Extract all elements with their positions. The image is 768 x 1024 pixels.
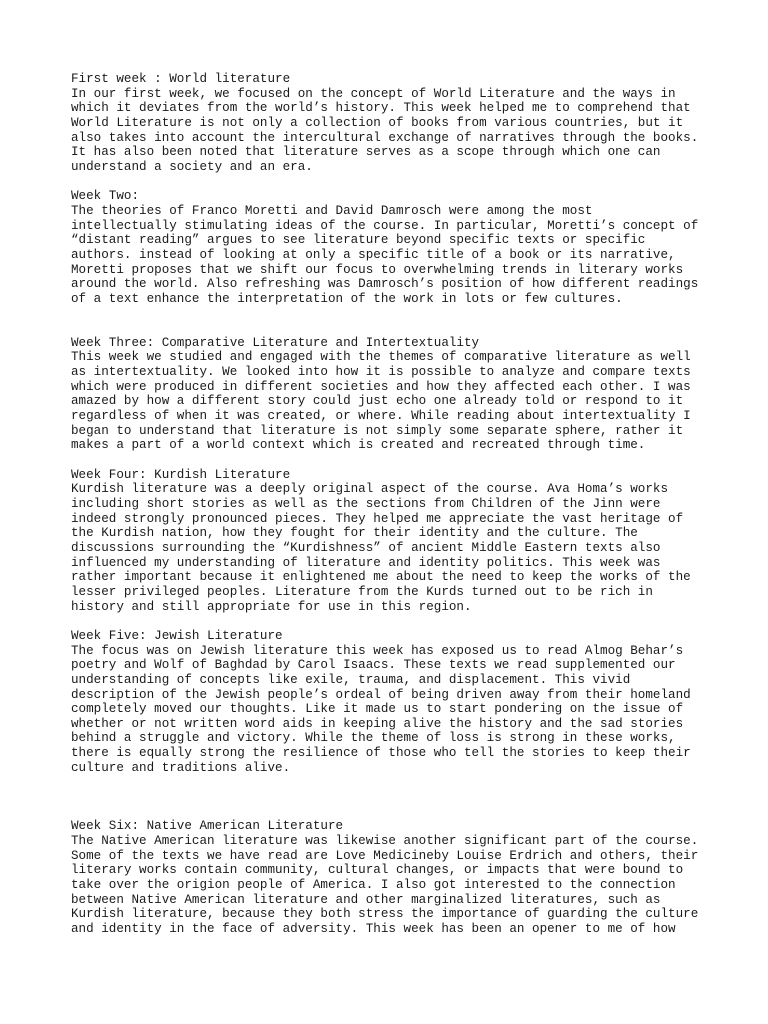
paragraph-line: history and still appropriate for use in this region. — [71, 599, 472, 614]
paragraph-line: began to understand that literature is not simply some separate sphere, rather it — [71, 423, 684, 438]
paragraph-line: literary works contain community, cultural changes, or impacts that were bound to — [71, 863, 684, 878]
section-week-four — [71, 468, 711, 615]
paragraph-line: and identity in the face of adversity. This week has been an opener to me of how — [71, 921, 676, 936]
paragraph-line: influenced my understanding of literature and identity politics. This week was — [71, 555, 661, 570]
section-week-six — [71, 819, 711, 936]
paragraph-line: behind a struggle and victory. While the theme of loss is strong in these works, — [71, 731, 676, 746]
paragraph-spacer — [71, 306, 711, 335]
paragraph-line: around the world. Also refreshing was Damrosch’s position of how different readings — [71, 277, 699, 292]
paragraph-line: The focus was on Jewish literature this week has exposed us to read Almog Behar’s — [71, 643, 684, 658]
paragraph-line: understand a society and an era. — [71, 159, 313, 174]
paragraph-line: the Kurdish nation, how they fought for their identity and the culture. The — [71, 526, 638, 541]
paragraph-line: understanding of concepts like exile, trauma, and displacement. This vivid — [71, 672, 631, 687]
paragraph-line: culture and traditions alive. — [71, 760, 291, 775]
paragraph-spacer — [71, 775, 711, 819]
section-week-five — [71, 629, 711, 776]
section-heading: Week Six: Native American Literature — [71, 819, 344, 834]
paragraph-line: Moretti proposes that we shift our focus to overwhelming trends in literary works — [71, 262, 684, 277]
paragraph-line: Some of the texts we have read are Love Medicineby Louise Erdrich and others, their — [71, 848, 699, 863]
paragraph-line: rather important because it enlightened me about the need to keep the works of the — [71, 570, 691, 585]
paragraph-spacer — [71, 175, 711, 190]
paragraph-line: regardless of when it was created, or where. While reading about intertextuality I — [71, 409, 691, 424]
paragraph-line: This week we studied and engaged with the themes of comparative literature as well — [71, 350, 691, 365]
paragraph-line: between Native American literature and other marginalized literatures, such as — [71, 892, 661, 907]
section-heading: Week Four: Kurdish Literature — [71, 467, 291, 482]
section-heading: Week Three: Comparative Literature and Intertextuality — [71, 335, 480, 350]
paragraph-line: description of the Jewish people’s ordeal of being driven away from their homeland — [71, 687, 691, 702]
paragraph-line: indeed strongly pronounced pieces. They helped me appreciate the vast heritage of — [71, 511, 684, 526]
paragraph-line: authors. instead of looking at only a specific title of a book or its narrative, — [71, 247, 676, 262]
paragraph-line: there is equally strong the resilience of those who tell the stories to keep their — [71, 746, 691, 761]
paragraph-line: discussions surrounding the “Kurdishness” of ancient Middle Eastern texts also — [71, 540, 661, 555]
paragraph-spacer — [71, 614, 711, 629]
paragraph-line: whether or not written word aids in keeping alive the history and the sad stories — [71, 716, 684, 731]
section-heading: Week Five: Jewish Literature — [71, 628, 283, 643]
paragraph-line: It has also been noted that literature serves as a scope through which one can — [71, 145, 661, 160]
paragraph-line: makes a part of a world context which is created and recreated through time. — [71, 438, 646, 453]
paragraph-line: intellectually stimulating ideas of the course. In particular, Moretti’s concept of — [71, 218, 699, 233]
section-week-three — [71, 336, 711, 453]
section-week-one — [71, 72, 711, 175]
paragraph-line: take over the origion people of America. I also got interested to the connection — [71, 878, 676, 892]
paragraph-line: World Literature is not only a collection of books from various countries, but it — [71, 115, 684, 130]
paragraph-line: poetry and Wolf of Baghdad by Carol Isaacs. These texts we read supplemented our — [71, 658, 676, 673]
paragraph-line: including short stories as well as the sections from Children of the Jinn were — [71, 496, 661, 511]
paragraph-spacer — [71, 453, 711, 468]
document-page — [71, 72, 711, 937]
paragraph-line: as intertextuality. We looked into how it is possible to analyze and compare texts — [71, 365, 691, 380]
paragraph-line: of a text enhance the interpretation of the work in lots or few cultures. — [71, 291, 623, 306]
paragraph-line: which were produced in different societies and how they affected each other. I was — [71, 379, 691, 394]
paragraph-line: amazed by how a different story could just echo one already told or respond to it — [71, 394, 684, 409]
paragraph-line: which it deviates from the world’s history. This week helped me to comprehend that — [71, 101, 691, 116]
paragraph-line: The theories of Franco Moretti and David Damrosch were among the most — [71, 203, 593, 218]
section-heading: First week : World literature — [71, 72, 291, 86]
paragraph-line: In our first week, we focused on the concept of World Literature and the ways in — [71, 86, 676, 101]
paragraph-line: Kurdish literature was a deeply original aspect of the course. Ava Homa’s works — [71, 482, 669, 497]
paragraph-line: Kurdish literature, because they both stress the importance of guarding the culture — [71, 907, 699, 922]
paragraph-line: also takes into account the intercultural exchange of narratives through the books. — [71, 130, 699, 145]
section-week-two — [71, 189, 711, 306]
paragraph-line: lesser privileged peoples. Literature from the Kurds turned out to be rich in — [71, 584, 653, 599]
section-heading: Week Two: — [71, 189, 140, 204]
paragraph-line: “distant reading” argues to see literature beyond specific texts or specific — [71, 233, 646, 248]
paragraph-line: The Native American literature was likewise another significant part of the course. — [71, 834, 699, 849]
paragraph-line: completely moved our thoughts. Like it made us to start pondering on the issue of — [71, 702, 684, 717]
